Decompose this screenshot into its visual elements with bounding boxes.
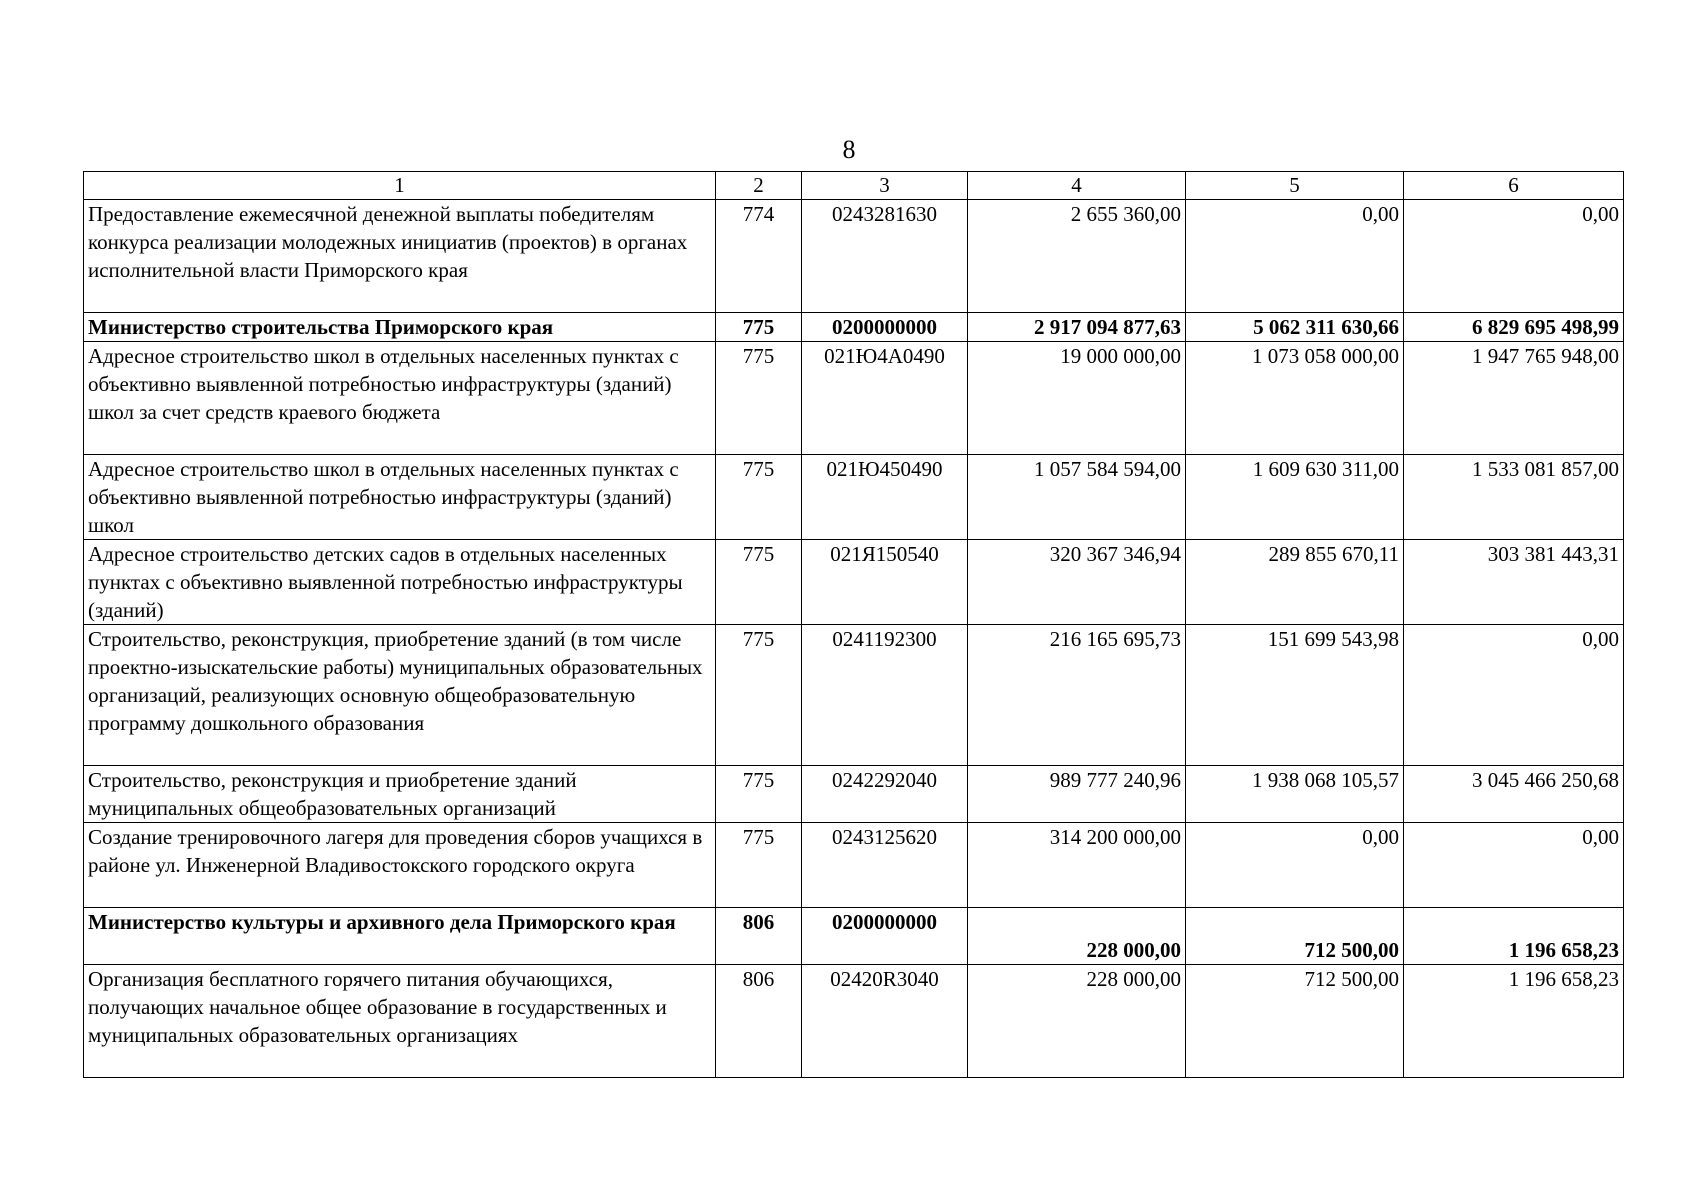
row-code: 775: [716, 455, 802, 540]
column-header: 5: [1186, 172, 1404, 200]
row-amount-1: 320 367 346,94: [968, 540, 1186, 625]
row-name: Предоставление ежемесячной денежной выплаты победителям конкурса реализации молодежных инициатив (проектов) в органах исполнительной власти Приморского края: [84, 200, 716, 313]
table-row-total: [84, 313, 1624, 342]
row-name: Создание тренировочного лагеря для проведения сборов учащихся в районе ул. Инженерной Владивостокского городского округа: [84, 823, 716, 908]
row-target: 02420R3040: [802, 965, 968, 1078]
column-header: 6: [1404, 172, 1624, 200]
table-header-row: [84, 172, 1624, 200]
row-amount-1: 989 777 240,96: [968, 766, 1186, 823]
column-header: 2: [716, 172, 802, 200]
row-code: 775: [716, 766, 802, 823]
row-amount-1: 314 200 000,00: [968, 823, 1186, 908]
column-header: 1: [84, 172, 716, 200]
row-amount-3: 1 196 658,23: [1404, 965, 1624, 1078]
row-target: 0242292040: [802, 766, 968, 823]
table-row: [84, 342, 1624, 455]
row-amount-2: 289 855 670,11: [1186, 540, 1404, 625]
page-number: 8: [842, 135, 856, 164]
column-header: 3: [802, 172, 968, 200]
row-amount-2: 1 938 068 105,57: [1186, 766, 1404, 823]
row-name: Адресное строительство детских садов в отдельных населенных пунктах с объективно выявленной потребностью инфраструктуры (зданий): [84, 540, 716, 625]
row-target: 021Я150540: [802, 540, 968, 625]
row-amount-3: 303 381 443,31: [1404, 540, 1624, 625]
row-amount-2: 1 073 058 000,00: [1186, 342, 1404, 455]
row-target: 0200000000: [802, 908, 968, 965]
row-code: 775: [716, 342, 802, 455]
row-amount-2: 712 500,00: [1186, 908, 1404, 965]
row-code: 806: [716, 965, 802, 1078]
row-code: 775: [716, 823, 802, 908]
table-row: [84, 200, 1624, 313]
row-target: 0243281630: [802, 200, 968, 313]
row-amount-1: 216 165 695,73: [968, 625, 1186, 766]
row-amount-1: 2 655 360,00: [968, 200, 1186, 313]
row-target: 021Ю4А0490: [802, 342, 968, 455]
row-amount-3: 6 829 695 498,99: [1404, 313, 1624, 342]
row-amount-1: 19 000 000,00: [968, 342, 1186, 455]
row-amount-3: 1 533 081 857,00: [1404, 455, 1624, 540]
budget-table: [83, 171, 1624, 1078]
row-amount-1: 228 000,00: [968, 965, 1186, 1078]
row-code: 774: [716, 200, 802, 313]
row-amount-2: 0,00: [1186, 200, 1404, 313]
table-row: [84, 455, 1624, 540]
row-amount-3: 1 196 658,23: [1404, 908, 1624, 965]
row-target: 0241192300: [802, 625, 968, 766]
row-amount-1: 1 057 584 594,00: [968, 455, 1186, 540]
row-name: Строительство, реконструкция, приобретение зданий (в том числе проектно-изыскательские работы) муниципальных образовательных организаций, реализующих основную общеобразовательную программу дошкольного образования: [84, 625, 716, 766]
table-row: [84, 965, 1624, 1078]
row-amount-3: 1 947 765 948,00: [1404, 342, 1624, 455]
row-amount-3: 0,00: [1404, 200, 1624, 313]
row-target: 0243125620: [802, 823, 968, 908]
row-amount-1: 228 000,00: [968, 908, 1186, 965]
row-name: Организация бесплатного горячего питания обучающихся, получающих начальное общее образование в государственных и муниципальных образовательных организациях: [84, 965, 716, 1078]
row-code: 806: [716, 908, 802, 965]
row-target: 0200000000: [802, 313, 968, 342]
table-row: [84, 625, 1624, 766]
row-amount-2: 1 609 630 311,00: [1186, 455, 1404, 540]
row-amount-3: 0,00: [1404, 823, 1624, 908]
column-header: 4: [968, 172, 1186, 200]
row-amount-3: 3 045 466 250,68: [1404, 766, 1624, 823]
row-amount-3: 0,00: [1404, 625, 1624, 766]
row-name: Министерство культуры и архивного дела Приморского края: [84, 908, 716, 965]
row-amount-1: 2 917 094 877,63: [968, 313, 1186, 342]
row-code: 775: [716, 540, 802, 625]
row-name: Адресное строительство школ в отдельных населенных пунктах с объективно выявленной потребностью инфраструктуры (зданий) школ: [84, 455, 716, 540]
table-row: [84, 766, 1624, 823]
row-code: 775: [716, 313, 802, 342]
table-row: [84, 823, 1624, 908]
row-name: Министерство строительства Приморского края: [84, 313, 716, 342]
row-amount-2: 151 699 543,98: [1186, 625, 1404, 766]
row-name: Адресное строительство школ в отдельных населенных пунктах с объективно выявленной потребностью инфраструктуры (зданий) школ за счет средств краевого бюджета: [84, 342, 716, 455]
row-amount-2: 0,00: [1186, 823, 1404, 908]
table-row: [84, 540, 1624, 625]
row-target: 021Ю450490: [802, 455, 968, 540]
row-name: Строительство, реконструкция и приобретение зданий муниципальных общеобразовательных организаций: [84, 766, 716, 823]
row-amount-2: 5 062 311 630,66: [1186, 313, 1404, 342]
row-code: 775: [716, 625, 802, 766]
table-row-total: [84, 908, 1624, 965]
row-amount-2: 712 500,00: [1186, 965, 1404, 1078]
